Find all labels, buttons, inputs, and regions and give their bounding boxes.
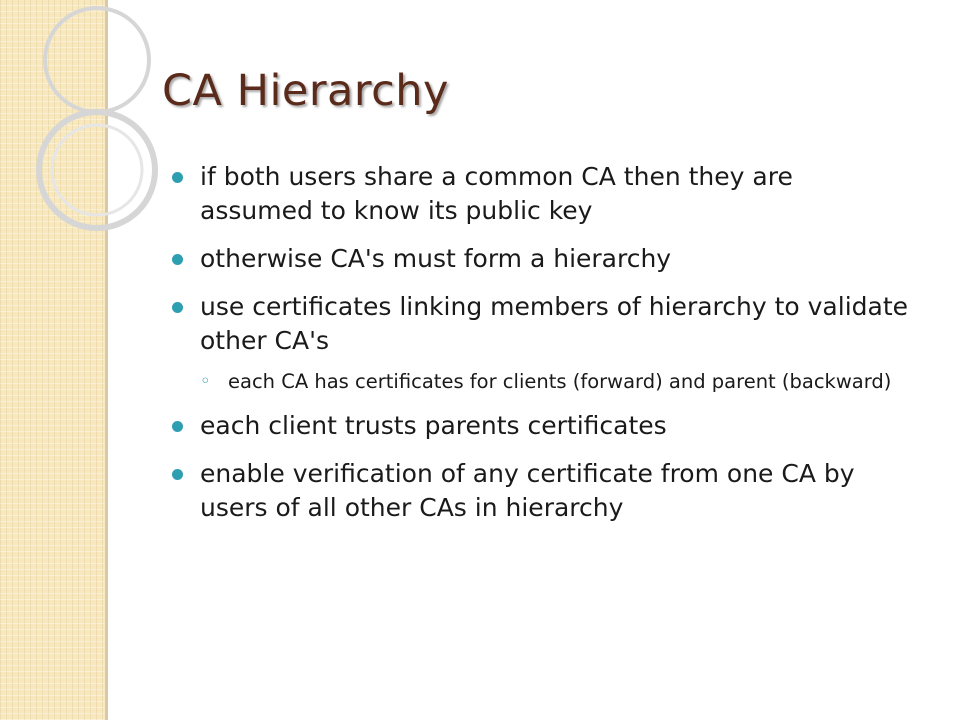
- bullet-text: if both users share a common CA then they are assumed to know its public key: [200, 162, 793, 225]
- decorative-circle-middle: [39, 112, 155, 228]
- bullet-text: use certificates linking members of hierarchy to validate other CA's: [200, 292, 909, 355]
- sub-bullet-item: [200, 368, 910, 395]
- decorative-circle-inner: [52, 125, 142, 215]
- bullet-item: [170, 290, 910, 395]
- bullet-text: each client trusts parents certificates: [200, 411, 667, 440]
- bullet-dot-icon: [172, 302, 183, 313]
- sub-bullet-text: each CA has certificates for clients (forward) and parent (backward): [228, 370, 892, 393]
- bullet-dot-icon: [172, 172, 183, 183]
- decorative-circles: [0, 0, 180, 280]
- bullet-text: enable verification of any certificate from one CA by users of all other CAs in hierarchy: [200, 459, 855, 522]
- decorative-circle-top: [45, 8, 149, 112]
- bullet-dot-icon: [172, 421, 183, 432]
- bullet-item: [170, 242, 910, 276]
- bullet-text: otherwise CA's must form a hierarchy: [200, 244, 672, 273]
- bullet-item: [170, 160, 910, 228]
- bullet-dot-icon: [172, 469, 183, 480]
- bullet-item: [170, 457, 910, 525]
- bullet-list: [170, 160, 910, 539]
- hollow-circle-icon: ◦: [200, 371, 211, 392]
- bullet-item: [170, 409, 910, 443]
- sub-bullet-list: [200, 368, 910, 395]
- bullet-dot-icon: [172, 254, 183, 265]
- slide-title: CA Hierarchy: [162, 66, 449, 116]
